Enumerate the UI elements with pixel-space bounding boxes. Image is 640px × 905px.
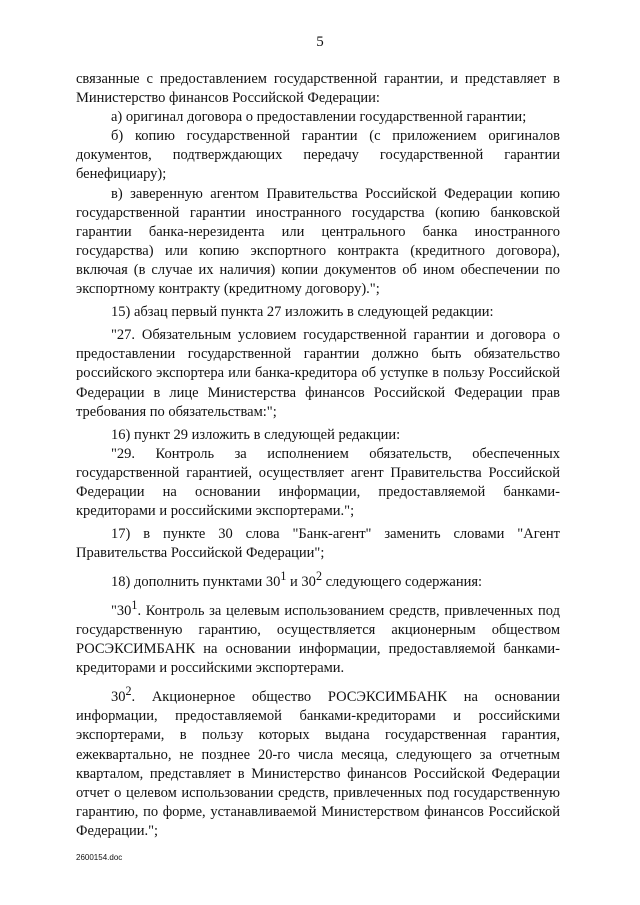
paragraph-clause-30-2 bbox=[76, 682, 560, 841]
paragraph-amendment-16: 16) пункт 29 изложить в следующей редакции: bbox=[111, 426, 401, 443]
paragraph-item-a: а) оригинал договора о предоставлении государственной гарантии; bbox=[111, 109, 527, 126]
p18-text-a: 18) дополнить пунктами 30 bbox=[111, 574, 281, 591]
p30-2-text-a: 30 bbox=[111, 689, 126, 706]
p30-1-text-b: . Контроль за целевым использованием средств, привлеченных под государственную гарантию, осуществляется акционерным обществом РОСЭКСИМБАНК на основании информации, предоставляемой банками-кредиторами и российскими экспортерами. bbox=[76, 603, 560, 677]
paragraph-amendment-15: 15) абзац первый пункта 27 изложить в следующей редакции: bbox=[111, 304, 494, 321]
paragraph-amendment-17: 17) в пункте 30 слова "Банк-агент" заменить словами "Агент Правительства Российской Федерации"; bbox=[76, 526, 560, 562]
document-body bbox=[76, 70, 560, 841]
paragraph-clause-29: "29. Контроль за исполнением обязательств, обеспеченных государственной гарантией, осуществляет агент Правительства Российской Федерации на основании информации, предоставляемой банками-кредиторами и российскими экспортерами."; bbox=[76, 445, 560, 520]
paragraph-item-v: в) заверенную агентом Правительства Российской Федерации копию государственной гарантии иностранного государства (копию банковской гарантии банка-нерезидента или центрального банка иностранного государства) или копию экспортного контракта (кредитного договора), включая (в случае их наличия) копии документов об ином обеспечении по экспортному контракту (кредитному договору)."; bbox=[76, 185, 560, 298]
paragraph-amendment-18 bbox=[76, 567, 560, 592]
p30-1-text-a: "30 bbox=[111, 603, 132, 620]
paragraph-item-b: б) копию государственной гарантии (с приложением оригиналов документов, подтверждающих передачу государственной гарантии бенефициару); bbox=[76, 128, 560, 183]
p18-text-c: следующего содержания: bbox=[321, 574, 483, 591]
page-number: 5 bbox=[316, 34, 324, 50]
p30-1-sup: 1 bbox=[131, 598, 138, 613]
p18-sup-1: 1 bbox=[280, 569, 287, 584]
p18-text-b: и 30 bbox=[286, 574, 316, 591]
paragraph-continuation: связанные с предоставлением государственной гарантии, и представляет в Министерство финансов Российской Федерации: bbox=[76, 71, 560, 107]
p30-2-sup: 2 bbox=[125, 684, 132, 699]
file-name-footer: 2600154.doc bbox=[76, 853, 123, 862]
paragraph-clause-30-1 bbox=[76, 596, 560, 678]
p18-sup-2: 2 bbox=[315, 569, 322, 584]
paragraph-clause-27: "27. Обязательным условием государственной гарантии и договора о предоставлении государственной гарантии должно быть обязательство российского экспортера или банка-кредитора об уступке в пользу Российской Федерации в лице Министерства финансов Российской Федерации прав требования по обязательствам:"; bbox=[76, 327, 560, 420]
p30-2-text-b: . Акционерное общество РОСЭКСИМБАНК на основании информации, предоставляемой банками-кредиторами и российскими экспортерами, в пользу которых выдана государственная гарантия, ежеквартально, не позднее 20-го числа месяца, следующего за отчетным кварталом, представляет в Министерство финансов Российской Федерации отчет о целевом использовании средств, привлеченных под государственную гарантию, по форме, устанавливаемой Министерством финансов Российской Федерации."; bbox=[76, 689, 560, 839]
